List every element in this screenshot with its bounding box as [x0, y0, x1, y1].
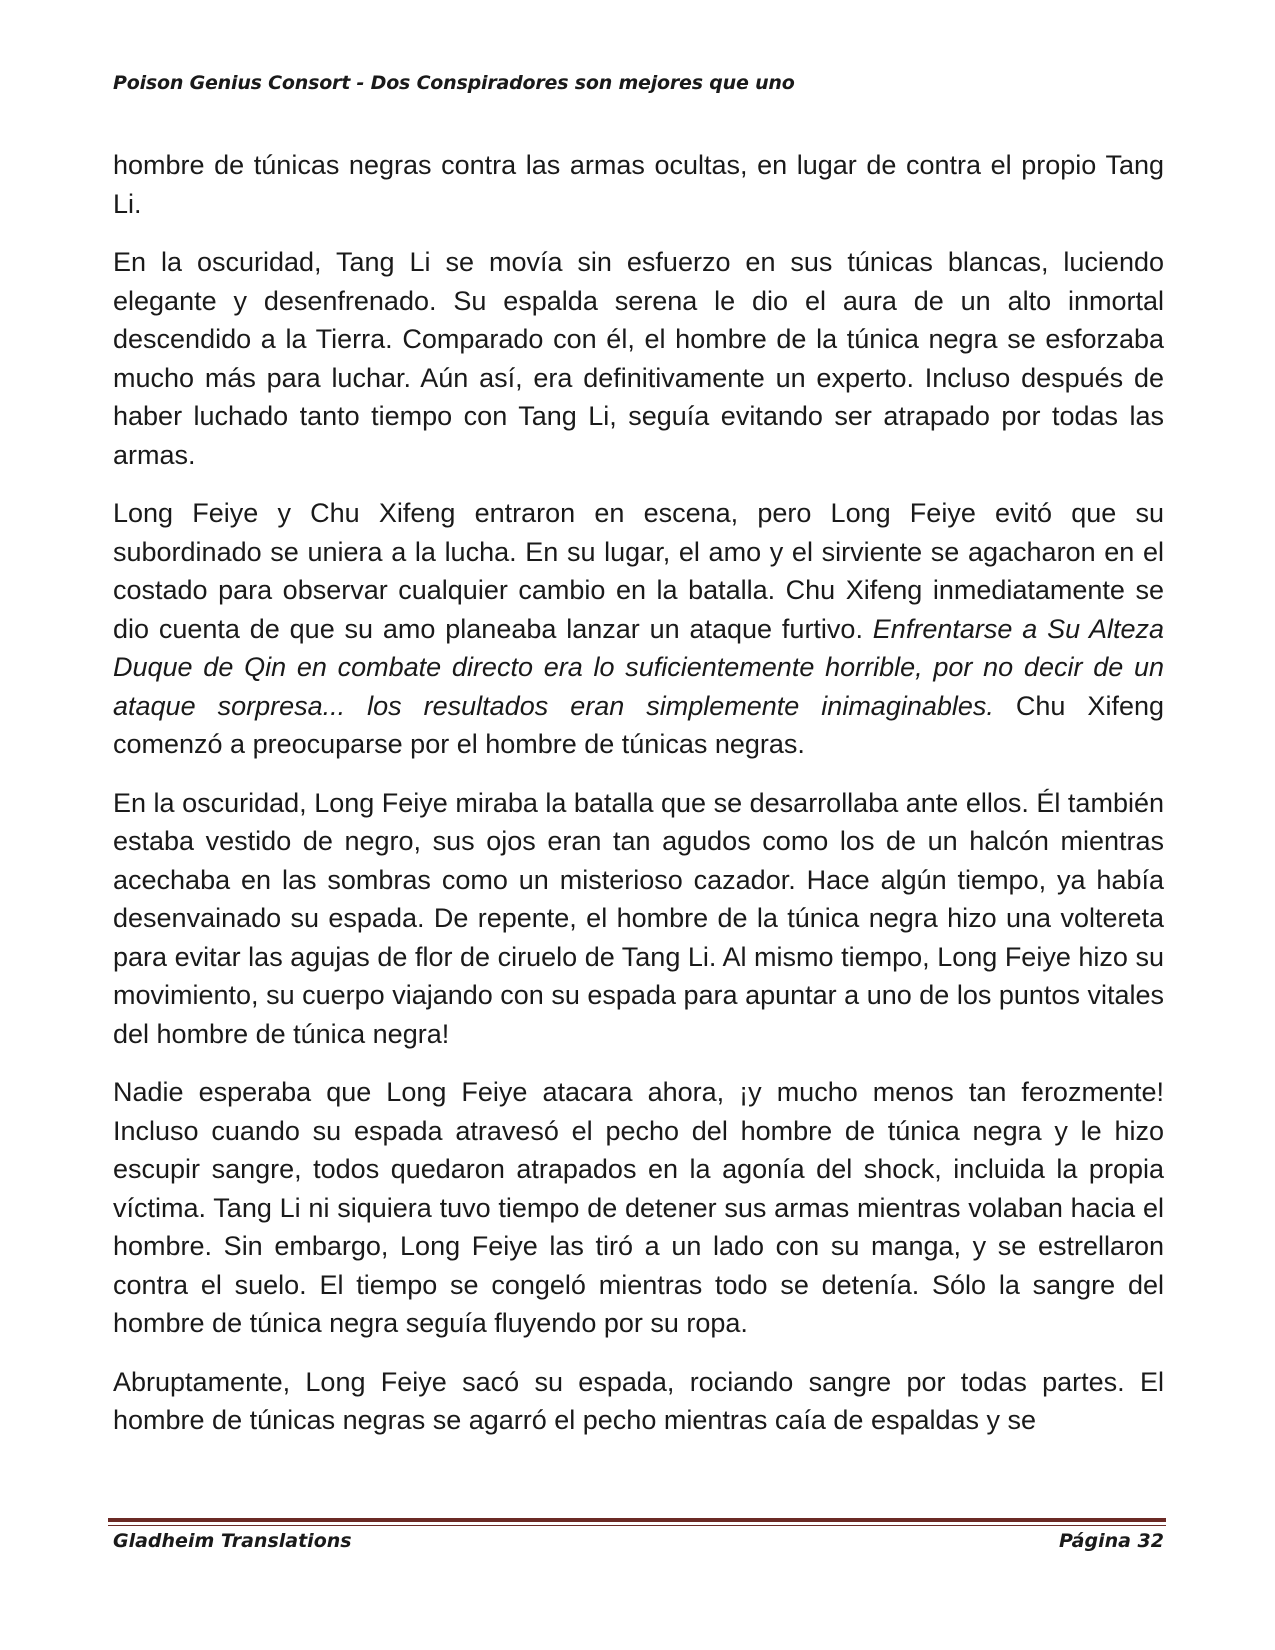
- page-body: [113, 146, 1164, 1460]
- paragraph-text: Long Feiye y Chu Xifeng entraron en escena, pero Long Feiye evitó que su subordinado se uniera a la lucha. En su lugar, el amo y el sirviente se agacharon en el costado para observar cualquier cambio en la batalla. Chu Xifeng inmediatamente se dio cuenta de que su amo planeaba lanzar un ataque furtivo.: [113, 498, 1164, 644]
- paragraph: Nadie esperaba que Long Feiye atacara ahora, ¡y mucho menos tan ferozmente! Incluso cuando su espada atravesó el pecho del hombre de túnica negra y le hizo escupir sangre, todos quedaron atrapados en la agonía del shock, incluida la propia víctima. Tang Li ni siquiera tuvo tiempo de detener sus armas mientras volaban hacia el hombre. Sin embargo, Long Feiye las tiró a un lado con su manga, y se estrellaron contra el suelo. El tiempo se congeló mientras todo se detenía. Sólo la sangre del hombre de túnica negra seguía fluyendo por su ropa.: [113, 1077, 1164, 1338]
- page-number: Página 32: [1058, 1530, 1164, 1552]
- paragraph: [113, 494, 1164, 764]
- running-header: Poison Genius Consort - Dos Conspiradores son mejores que uno: [113, 72, 795, 94]
- footer-rule: [108, 1518, 1166, 1522]
- paragraph: En la oscuridad, Long Feiye miraba la batalla que se desarrollaba ante ellos. Él también estaba vestido de negro, sus ojos eran tan agudos como los de un halcón mientras acechaba en las sombras como un misterioso cazador. Hace algún tiempo, ya había desenvainado su espada. De repente, el hombre de la túnica negra hizo una voltereta para evitar las agujas de flor de ciruelo de Tang Li. Al mismo tiempo, Long Feiye hizo su movimiento, su cuerpo viajando con su espada para apuntar a uno de los puntos vitales del hombre de túnica negra!: [113, 787, 1164, 1049]
- paragraph-text: Chu Xifeng comenzó a preocuparse por el hombre de túnicas negras.: [113, 690, 1164, 759]
- paragraph: En la oscuridad, Tang Li se movía sin esfuerzo en sus túnicas blancas, luciendo elegante y desenfrenado. Su espalda serena le dio el aura de un alto inmortal descendido a la Tierra. Comparado con él, el hombre de la túnica negra se esforzaba mucho más para luchar. Aún así, era definitivamente un experto. Incluso después de haber luchado tanto tiempo con Tang Li, seguía evitando ser atrapado por todas las armas.: [113, 247, 1164, 470]
- paragraph: hombre de túnicas negras contra las armas ocultas, en lugar de contra el propio Tang Li.: [113, 150, 1164, 219]
- footer-rule-thin: [108, 1525, 1166, 1526]
- italic-thought: Enfrentarse a Su Alteza Duque de Qin en combate directo era lo suficientemente horrible, por no decir de un ataque sorpresa... los resultados eran simplemente inimaginables.: [113, 613, 1164, 721]
- paragraph: Abruptamente, Long Feiye sacó su espada, rociando sangre por todas partes. El hombre de túnicas negras se agarró el pecho mientras caía de espaldas y se: [113, 1366, 1164, 1435]
- footer-publisher: Gladheim Translations: [113, 1530, 352, 1552]
